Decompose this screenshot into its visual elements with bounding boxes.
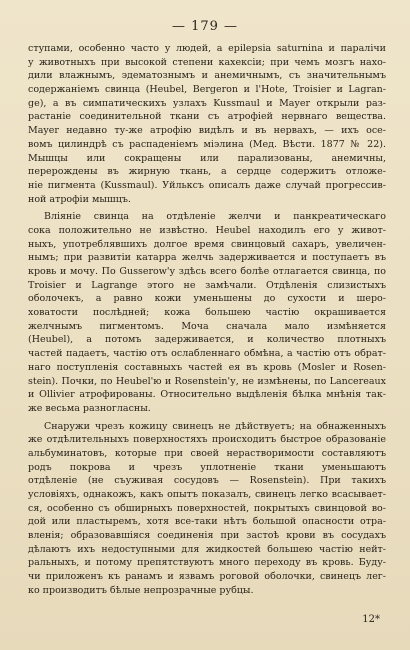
text-line: же отдѣлительныхъ поверхностяхъ происходитъ быстрое образованiе	[28, 434, 386, 446]
text-line: условiяхъ, однакожъ, какъ опытъ показалъ, свинецъ легко всасывает-	[28, 489, 386, 500]
signature-mark: 12*	[362, 614, 380, 625]
text-line: наго поступленiя составныхъ частей ея въ кровь (Mosler и Rosen-	[28, 361, 386, 373]
text-line: оболочекъ, а равно кожи уменьшены до сухости и шеро-	[28, 293, 386, 305]
text-line: сока положительно не извѣстно. Heubel находилъ его у живот-	[28, 224, 386, 236]
text-line: у животныхъ при высокой степени кахексiи; при чемъ мозгъ нахо-	[28, 56, 386, 68]
text-line: кровь и мочу. По Gusserow'у здѣсь всего болѣе отлагается свинца, по	[28, 266, 386, 277]
text-line: вленiя; образовавшiяся соединенiя при застоѣ крови въ сосудахъ	[28, 530, 386, 542]
text-line: отдѣленiе (не съуживая сосудовъ — Rosenstein). При такихъ	[28, 475, 386, 487]
text-line: ральныхъ, и потому препятствуютъ много переходу въ кровь. Буду-	[28, 557, 386, 569]
text-line: ной атрофiи мышцъ.	[28, 193, 131, 205]
text-line: альбуминатовъ, которые при своей нерастворимости составляютъ	[28, 447, 386, 459]
text-line: нымъ; при развитiи катарра желчь задерживается и поступаетъ въ	[28, 252, 386, 264]
text-line: Снаружи чрезъ кожицу свинецъ не дѣйствуетъ; на обнаженныхъ	[44, 420, 386, 432]
text-line: дили влажнымъ, эдематознымъ и анемичнымъ, съ значительнымъ	[28, 70, 386, 82]
text-line: Troisier и Lagrange этого не замѣчали. Отдѣленiя слизистыхъ	[28, 279, 386, 291]
text-line: Mayer недавно ту-же атрофiю видѣлъ и въ нервахъ, — ихъ осе-	[28, 125, 386, 137]
text-line: Мышцы или сокращены или парализованы, анемичны,	[28, 152, 386, 164]
text-line: частей падаетъ, частiю отъ ослабленнаго обмѣна, а частiю отъ обрат-	[28, 348, 386, 360]
text-line: родъ покрова и чрезъ уплотненiе ткани уменьшаютъ	[28, 461, 386, 473]
text-line: ge), а въ симпатическихъ узлахъ Kussmaul и Mayer открыли раз-	[28, 97, 386, 109]
text-line: ко производитъ бѣлые непрозрачные рубцы.	[28, 584, 254, 596]
text-line: (Heubel), а потомъ задерживается, и количество плотныхъ	[28, 334, 386, 346]
text-line: и Ollivier атрофированы. Относительно выдѣленiя бѣлка мнѣнiя так-	[28, 389, 386, 401]
text-line: чи приложенъ къ ранамъ и язвамъ роговой оболочки, свинецъ лег-	[28, 571, 386, 583]
text-line: Влiянiе свинца на отдѣленiе желчи и панкреатическаго	[44, 211, 386, 223]
page-number: — 179 —	[171, 19, 239, 34]
text-line: перерождены въ жирную ткань, а сердце содержитъ отложе-	[28, 166, 386, 178]
text-line: stein). Почки, по Heubel'ю и Rosenstein'у, не измѣнены, по Lancereaux	[28, 375, 386, 387]
text-line: ныхъ, употреблявшихъ долгое время свинцовый сахаръ, увеличен-	[28, 238, 386, 250]
text-line: растанiе соединительной ткани съ атрофiей нервнаго вещества.	[28, 111, 386, 123]
text-line: содержанiемъ свинца (Heubel, Bergeron и l'Hote, Troisier и Lagran-	[28, 84, 386, 96]
text-line: нiе пигмента (Kussmaul). Уйлькcъ описалъ даже случай прогрессив-	[28, 179, 386, 191]
text-line: ся, особенно съ обширныхъ поверхностей, покрытыхъ свинцовой во-	[28, 502, 386, 514]
text-line: ховатости послѣдней; кожа большею частiю окрашивается	[28, 307, 386, 319]
body-text	[28, 42, 386, 598]
text-line: же весьма разногласны.	[28, 402, 151, 414]
text-line: желчнымъ пигментомъ. Моча сначала мало измѣняется	[28, 320, 386, 332]
text-line: ступами, особенно часто у людей, а epilepsia saturnina и паралiчи	[28, 43, 386, 54]
text-line: дой или пластыремъ, хотя все-таки нѣтъ большой опасности отра-	[28, 516, 386, 528]
text-line: дѣлаютъ ихъ недоступными для жидкостей большею частiю нейт-	[28, 543, 386, 555]
text-line: вомъ цилиндрѣ съ распаденiемъ мiэлина (Мед. Вѣсти. 1877 № 22).	[28, 138, 386, 150]
